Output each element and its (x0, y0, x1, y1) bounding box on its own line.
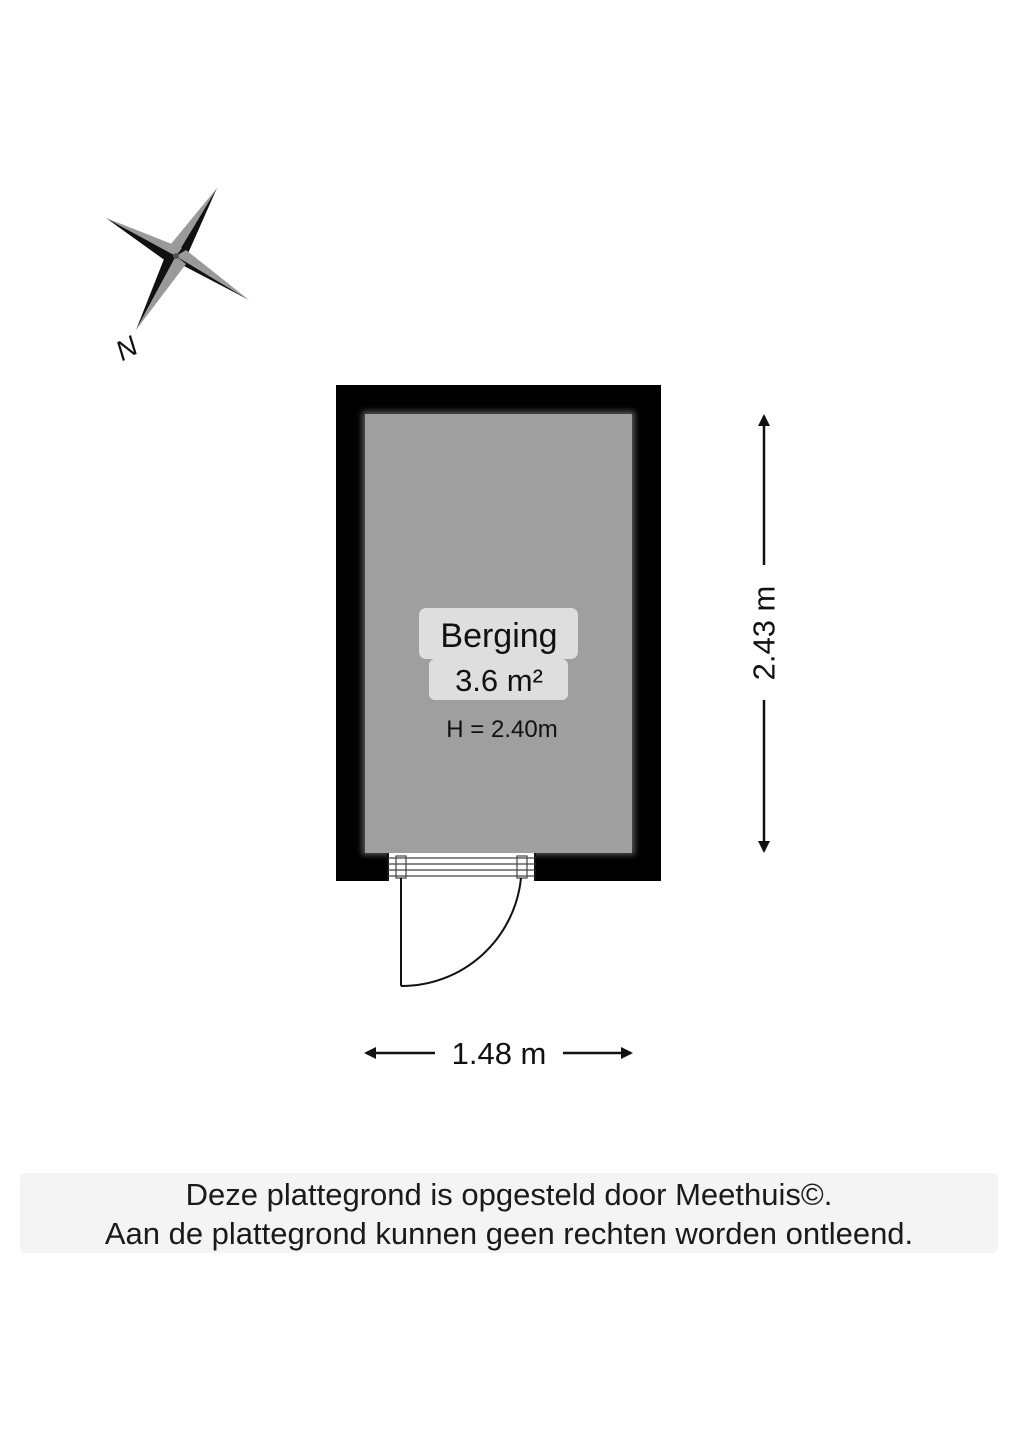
compass-icon (106, 188, 249, 330)
compass-point-w (106, 218, 176, 264)
disclaimer (20, 1173, 998, 1253)
disclaimer-line-2: Aan de plattegrond kunnen geen rechten worden ontleend. (104, 1216, 914, 1251)
width-dimension (366, 1036, 631, 1071)
compass-point-w-shade (106, 218, 182, 256)
door-swing-arc (401, 878, 521, 986)
compass-point-se-shade (176, 250, 249, 300)
door-opening (388, 853, 535, 881)
compass-north-label: N (110, 329, 143, 367)
compass-point-n (136, 254, 176, 330)
compass-point-ne (176, 188, 217, 258)
room-name: Berging (440, 617, 558, 655)
depth-label: 2.43 m (746, 585, 782, 681)
door (388, 853, 535, 986)
disclaimer-line-1: Deze plattegrond is opgesteld door Meethuis©. (185, 1177, 833, 1212)
depth-dimension (747, 416, 782, 851)
room-height: H = 2.40m (446, 716, 558, 743)
width-label: 1.48 m (451, 1036, 547, 1071)
room-area: 3.6 m² (455, 663, 543, 698)
